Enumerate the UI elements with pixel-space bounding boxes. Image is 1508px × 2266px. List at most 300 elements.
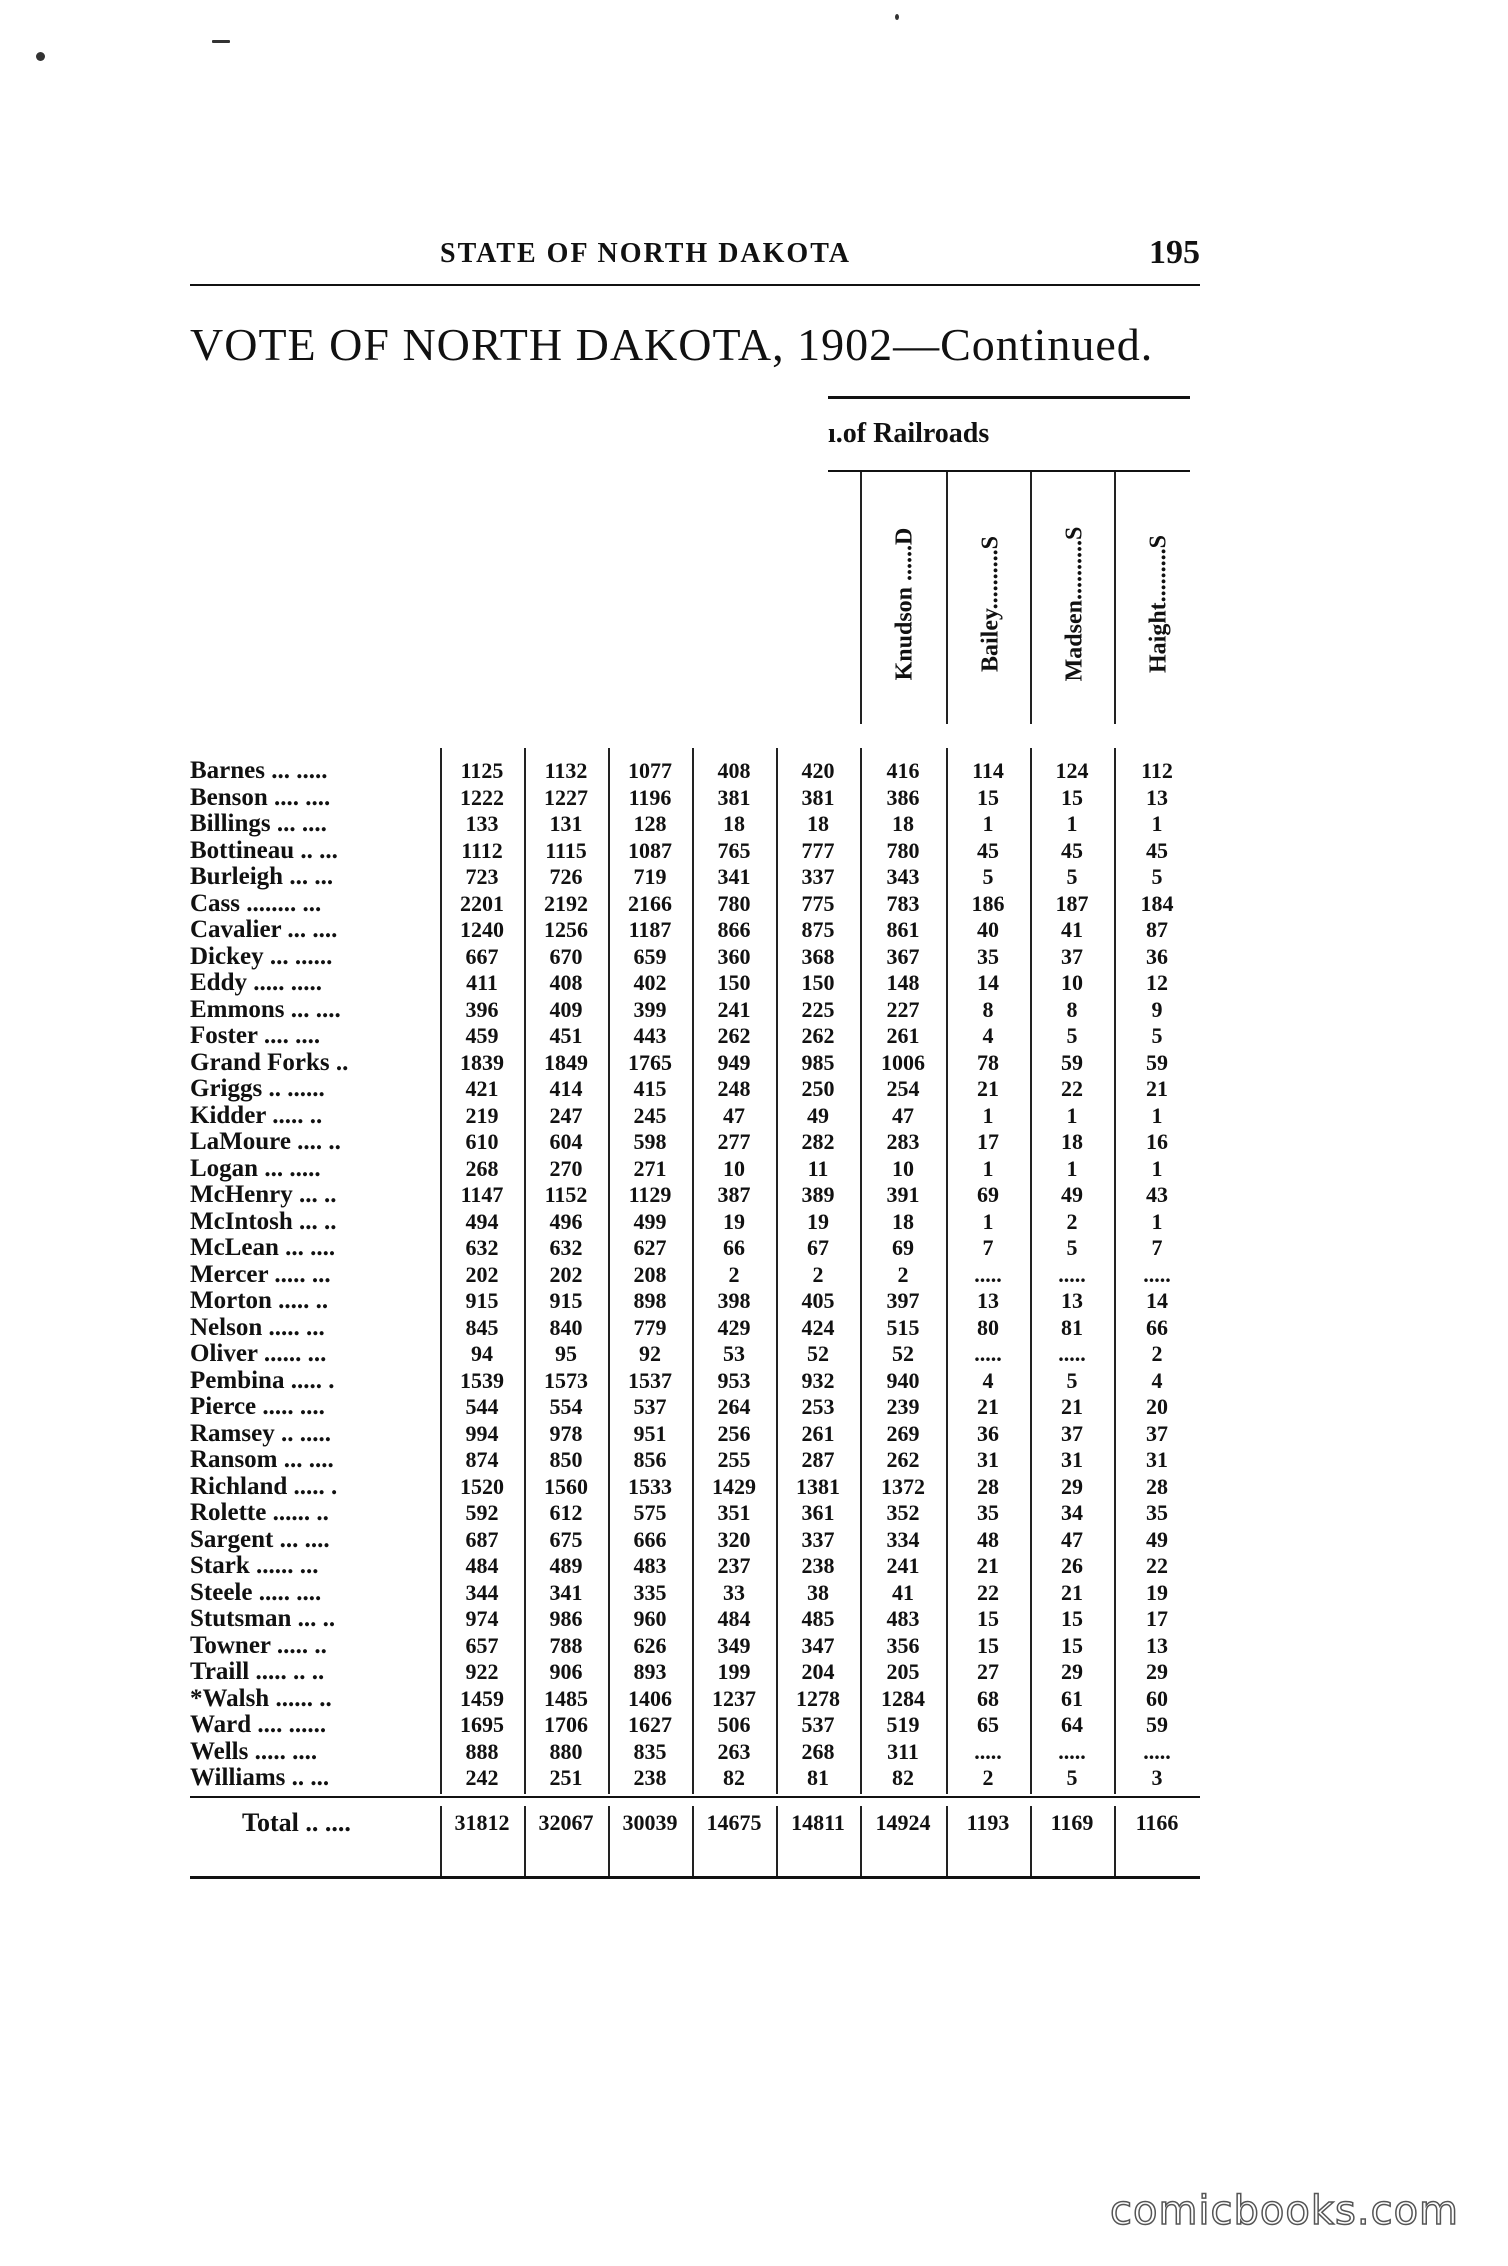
vote-cell: 850 xyxy=(549,1447,583,1472)
vote-cell: 1284 xyxy=(881,1685,925,1711)
vote-cell: 10 xyxy=(1061,970,1083,995)
vote-cell: 204 xyxy=(801,1659,835,1684)
running-head xyxy=(190,232,1200,276)
vote-cell: 7 xyxy=(982,1235,994,1260)
vote-cell: 22 xyxy=(977,1579,999,1605)
vote-cell: 2166 xyxy=(628,890,672,916)
vote-cell: 2192 xyxy=(544,890,588,916)
vote-cell: 1573 xyxy=(544,1367,588,1393)
vote-cell: 14 xyxy=(1146,1288,1168,1313)
vote-cell: 861 xyxy=(886,917,920,942)
vote-cell: 875 xyxy=(801,917,835,942)
vote-cell: 227 xyxy=(886,996,920,1022)
vote-cell: 133 xyxy=(465,811,499,836)
vote-cell: 124 xyxy=(1055,758,1089,783)
vote-cell: 82 xyxy=(892,1765,914,1790)
table-row xyxy=(190,838,1200,865)
vote-cell: 20 xyxy=(1146,1394,1168,1419)
vote-cell: 80 xyxy=(977,1314,999,1340)
vote-cell: 41 xyxy=(892,1579,914,1605)
column-header-knudson: Knudson ......D xyxy=(891,527,918,681)
vote-cell: 1 xyxy=(982,1208,994,1234)
vote-cell: 26 xyxy=(1061,1553,1083,1578)
vote-cell: 381 xyxy=(801,784,835,810)
county-name: Griggs .. ...... xyxy=(190,1075,325,1102)
vote-cell: 1 xyxy=(1151,1102,1163,1128)
vote-cell: 49 xyxy=(1146,1526,1168,1552)
vote-cell: 33 xyxy=(723,1579,745,1605)
vote-cell: 1381 xyxy=(796,1473,840,1499)
vote-cell: 18 xyxy=(723,811,745,836)
vote-cell: 777 xyxy=(801,837,835,863)
vote-cell: 1 xyxy=(1066,811,1078,836)
section-rule-bottom xyxy=(828,470,1190,472)
total-cell: 31812 xyxy=(454,1810,510,1835)
vote-cell: 779 xyxy=(633,1314,667,1340)
table-row xyxy=(190,1553,1200,1580)
vote-cell: 53 xyxy=(723,1341,745,1366)
vote-cell: ..... xyxy=(974,1738,1002,1764)
vote-cell: 2201 xyxy=(460,890,504,916)
table-row xyxy=(190,1182,1200,1209)
total-divider xyxy=(946,1806,948,1876)
vote-cell: 856 xyxy=(633,1447,667,1472)
vote-cell: ..... xyxy=(1143,1261,1171,1287)
vote-cell: 1533 xyxy=(628,1473,672,1499)
vote-cell: 1 xyxy=(1066,1155,1078,1181)
total-rule-bottom xyxy=(190,1876,1200,1879)
column-header-haight: Haight.........S xyxy=(1145,534,1172,674)
vote-cell: 421 xyxy=(465,1076,499,1101)
vote-cell: 483 xyxy=(886,1606,920,1631)
page-number: 195 xyxy=(1149,234,1200,271)
vote-cell: 1 xyxy=(982,1102,994,1128)
vote-cell: 845 xyxy=(465,1314,499,1340)
vote-cell: 237 xyxy=(717,1553,751,1578)
vote-cell: 986 xyxy=(549,1606,583,1631)
vote-cell: 337 xyxy=(801,864,835,889)
vote-cell: 52 xyxy=(892,1341,914,1366)
vote-cell: 15 xyxy=(1061,1606,1083,1631)
vote-cell: 45 xyxy=(977,837,999,863)
vote-cell: 277 xyxy=(717,1129,751,1154)
county-name: Ransom ... .... xyxy=(190,1446,334,1473)
table-row xyxy=(190,1076,1200,1103)
vote-cell: 344 xyxy=(465,1579,499,1605)
county-name: Williams .. ... xyxy=(190,1764,330,1791)
vote-cell: 66 xyxy=(723,1235,745,1260)
vote-cell: 36 xyxy=(977,1420,999,1446)
vote-cell: 202 xyxy=(465,1261,499,1287)
vote-cell: 484 xyxy=(465,1553,499,1578)
vote-cell: 592 xyxy=(465,1500,499,1525)
vote-cell: 537 xyxy=(801,1712,835,1737)
vote-cell: 368 xyxy=(801,943,835,969)
table-row xyxy=(190,1474,1200,1501)
vote-cell: 262 xyxy=(886,1447,920,1472)
total-divider xyxy=(1030,1806,1032,1876)
vote-cell: 386 xyxy=(886,784,920,810)
county-name: Sargent ... .... xyxy=(190,1525,330,1553)
vote-cell: 238 xyxy=(633,1765,667,1790)
vote-cell: 263 xyxy=(717,1738,751,1764)
vote-cell: 5 xyxy=(1066,1235,1078,1260)
total-divider xyxy=(692,1806,694,1876)
total-cell: 1169 xyxy=(1050,1810,1094,1835)
vote-cell: 414 xyxy=(549,1076,583,1101)
vote-cell: 250 xyxy=(801,1076,835,1101)
county-name: Eddy ..... ..... xyxy=(190,969,322,996)
vote-cell: 451 xyxy=(549,1023,583,1048)
vote-cell: 598 xyxy=(633,1129,667,1154)
vote-cell: 765 xyxy=(717,837,751,863)
vote-cell: 199 xyxy=(717,1659,751,1684)
total-cell: 14924 xyxy=(875,1810,931,1835)
county-name: Barnes ... ..... xyxy=(190,757,328,784)
table-row xyxy=(190,1129,1200,1156)
vote-cell: 1240 xyxy=(460,917,504,942)
vote-cell: 28 xyxy=(1146,1473,1168,1499)
county-name: Billings ... .... xyxy=(190,810,327,837)
vote-cell: 408 xyxy=(549,970,583,995)
vote-cell: 953 xyxy=(717,1367,751,1393)
vote-cell: 994 xyxy=(465,1420,499,1446)
vote-cell: 8 xyxy=(1066,996,1078,1022)
vote-cell: 9 xyxy=(1151,996,1163,1022)
vote-cell: 1222 xyxy=(460,784,504,810)
vote-cell: 52 xyxy=(807,1341,829,1366)
county-name: Wells ..... .... xyxy=(190,1737,318,1765)
county-name: Stutsman ... .. xyxy=(190,1605,336,1632)
vote-cell: 840 xyxy=(549,1314,583,1340)
vote-cell: 893 xyxy=(633,1659,667,1684)
table-row xyxy=(190,811,1200,838)
vote-cell: 268 xyxy=(801,1738,835,1764)
vote-cell: 610 xyxy=(465,1129,499,1154)
vote-cell: 667 xyxy=(465,943,499,969)
vote-cell: 16 xyxy=(1146,1129,1168,1154)
vote-cell: 391 xyxy=(886,1182,920,1207)
vote-cell: 1132 xyxy=(544,758,588,783)
county-name: Towner ..... .. xyxy=(190,1631,327,1659)
total-divider xyxy=(860,1806,862,1876)
header-divider xyxy=(1114,472,1116,724)
vote-cell: 12 xyxy=(1146,970,1168,995)
vote-cell: 19 xyxy=(723,1208,745,1234)
table-row xyxy=(190,1527,1200,1554)
vote-cell: 2 xyxy=(812,1261,824,1287)
vote-cell: 416 xyxy=(886,758,920,783)
vote-cell: 1152 xyxy=(544,1182,588,1207)
vote-cell: 334 xyxy=(886,1526,920,1552)
vote-cell: 43 xyxy=(1146,1182,1168,1207)
county-name: Grand Forks .. xyxy=(190,1048,349,1076)
running-title: STATE OF NORTH DAKOTA xyxy=(440,238,852,269)
county-name: Steele ..... .... xyxy=(190,1578,322,1606)
vote-cell: 21 xyxy=(1146,1076,1168,1101)
vote-cell: 38 xyxy=(807,1579,829,1605)
vote-table xyxy=(190,758,1200,1792)
vote-cell: 22 xyxy=(1146,1553,1168,1578)
county-name: Richland ..... . xyxy=(190,1472,338,1500)
vote-cell: 320 xyxy=(717,1526,751,1552)
county-name: Rolette ...... .. xyxy=(190,1499,329,1526)
header-rule xyxy=(190,284,1200,286)
table-row xyxy=(190,970,1200,997)
table-row xyxy=(190,1156,1200,1183)
total-rule-top xyxy=(190,1796,1200,1798)
vote-cell: 262 xyxy=(801,1023,835,1048)
table-row xyxy=(190,1103,1200,1130)
vote-cell: 48 xyxy=(977,1526,999,1552)
vote-cell: 18 xyxy=(892,1208,914,1234)
vote-cell: 409 xyxy=(549,996,583,1022)
total-divider xyxy=(440,1806,442,1876)
table-row xyxy=(190,1580,1200,1607)
vote-cell: 239 xyxy=(886,1394,920,1419)
table-row xyxy=(190,1659,1200,1686)
vote-cell: 2 xyxy=(1066,1208,1078,1234)
county-name: LaMoure .... .. xyxy=(190,1128,341,1155)
vote-cell: 496 xyxy=(549,1208,583,1234)
vote-cell: 1539 xyxy=(460,1367,504,1393)
table-row xyxy=(190,1765,1200,1792)
vote-cell: 5 xyxy=(1066,1367,1078,1393)
vote-cell: 92 xyxy=(639,1341,661,1366)
vote-cell: 4 xyxy=(982,1367,994,1393)
vote-cell: 49 xyxy=(807,1102,829,1128)
vote-cell: 726 xyxy=(549,864,583,889)
header-divider xyxy=(946,472,948,724)
vote-cell: 343 xyxy=(886,864,920,889)
vote-cell: 65 xyxy=(977,1712,999,1737)
vote-cell: 951 xyxy=(633,1420,667,1446)
table-row xyxy=(190,1368,1200,1395)
vote-cell: 985 xyxy=(801,1049,835,1075)
vote-cell: 254 xyxy=(886,1076,920,1101)
vote-cell: 1196 xyxy=(628,784,672,810)
vote-cell: 398 xyxy=(717,1288,751,1313)
vote-cell: 5 xyxy=(1151,864,1163,889)
vote-cell: 13 xyxy=(1146,784,1168,810)
vote-cell: 1115 xyxy=(545,837,587,863)
total-cell: 1193 xyxy=(966,1810,1010,1835)
vote-cell: 411 xyxy=(466,970,498,995)
vote-cell: 459 xyxy=(465,1023,499,1048)
vote-cell: 68 xyxy=(977,1685,999,1711)
total-cell: 14811 xyxy=(791,1810,845,1835)
vote-cell: 575 xyxy=(633,1500,667,1525)
table-row xyxy=(190,1633,1200,1660)
county-name: Benson .... .... xyxy=(190,783,331,811)
total-cell: 1166 xyxy=(1135,1810,1179,1835)
vote-cell: 483 xyxy=(633,1553,667,1578)
vote-cell: 187 xyxy=(1055,890,1089,916)
vote-cell: 5 xyxy=(1066,1765,1078,1790)
vote-cell: 11 xyxy=(807,1155,829,1181)
vote-cell: 1520 xyxy=(460,1473,504,1499)
vote-cell: 37 xyxy=(1146,1420,1168,1446)
vote-cell: 360 xyxy=(717,943,751,969)
vote-cell: 389 xyxy=(801,1182,835,1207)
county-name: Kidder ..... .. xyxy=(190,1101,323,1129)
vote-cell: 150 xyxy=(717,970,751,995)
vote-cell: 256 xyxy=(717,1420,751,1446)
table-row xyxy=(190,1712,1200,1739)
vote-cell: 915 xyxy=(549,1288,583,1313)
table-row xyxy=(190,917,1200,944)
vote-cell: 1112 xyxy=(461,837,503,863)
vote-cell: 898 xyxy=(633,1288,667,1313)
county-name: Traill ..... .. .. xyxy=(190,1658,325,1685)
vote-cell: ..... xyxy=(974,1341,1002,1366)
vote-cell: 282 xyxy=(801,1129,835,1154)
vote-cell: 208 xyxy=(633,1261,667,1287)
vote-cell: 35 xyxy=(977,1500,999,1525)
total-label: Total .. .... xyxy=(242,1808,351,1837)
vote-cell: 915 xyxy=(465,1288,499,1313)
vote-cell: 81 xyxy=(1061,1314,1083,1340)
vote-cell: 245 xyxy=(633,1102,667,1128)
vote-cell: 1 xyxy=(1066,1102,1078,1128)
table-row xyxy=(190,944,1200,971)
vote-cell: 381 xyxy=(717,784,751,810)
vote-cell: 21 xyxy=(977,1394,999,1419)
vote-cell: 4 xyxy=(982,1023,994,1048)
total-divider xyxy=(524,1806,526,1876)
table-row xyxy=(190,1315,1200,1342)
vote-cell: 632 xyxy=(465,1235,499,1260)
vote-cell: 485 xyxy=(801,1606,835,1631)
vote-cell: 64 xyxy=(1061,1712,1083,1737)
vote-cell: 13 xyxy=(977,1288,999,1313)
vote-cell: 5 xyxy=(1151,1023,1163,1048)
table-row xyxy=(190,1739,1200,1766)
vote-cell: 537 xyxy=(633,1394,667,1419)
vote-cell: 1627 xyxy=(628,1712,672,1737)
county-name: Bottineau .. ... xyxy=(190,836,338,864)
county-name: Oliver ...... ... xyxy=(190,1340,327,1367)
vote-cell: 219 xyxy=(465,1102,499,1128)
vote-cell: 356 xyxy=(886,1632,920,1658)
county-name: Morton ..... .. xyxy=(190,1287,329,1314)
county-name: Burleigh ... ... xyxy=(190,863,334,890)
vote-cell: 131 xyxy=(549,811,583,836)
section-rule-top xyxy=(828,396,1190,399)
vote-cell: 4 xyxy=(1151,1367,1163,1393)
county-name: Mercer ..... ... xyxy=(190,1260,331,1288)
vote-cell: 974 xyxy=(465,1606,499,1631)
vote-cell: 271 xyxy=(633,1155,667,1181)
print-speck xyxy=(895,14,899,20)
county-name: Pierce ..... .... xyxy=(190,1393,325,1420)
vote-cell: 341 xyxy=(549,1579,583,1605)
vote-cell: 659 xyxy=(633,943,667,969)
vote-cell: 399 xyxy=(633,996,667,1022)
vote-cell: 719 xyxy=(633,864,667,889)
table-row xyxy=(190,1288,1200,1315)
vote-cell: 19 xyxy=(1146,1579,1168,1605)
vote-cell: 128 xyxy=(633,811,667,836)
vote-cell: 2 xyxy=(728,1261,740,1287)
county-name: Logan ... ..... xyxy=(190,1154,321,1182)
vote-cell: 28 xyxy=(977,1473,999,1499)
vote-cell: 396 xyxy=(465,996,499,1022)
vote-cell: 3 xyxy=(1151,1765,1163,1790)
vote-cell: 60 xyxy=(1146,1685,1168,1711)
vote-cell: 484 xyxy=(717,1606,751,1631)
vote-cell: 114 xyxy=(972,758,1004,783)
header-divider xyxy=(1030,472,1032,724)
county-name: Pembina ..... . xyxy=(190,1366,335,1394)
vote-cell: 67 xyxy=(807,1235,829,1260)
vote-cell: 59 xyxy=(1146,1049,1168,1075)
column-header-bailey: Bailey..........S xyxy=(977,535,1004,673)
vote-cell: 10 xyxy=(723,1155,745,1181)
vote-cell: 15 xyxy=(977,784,999,810)
vote-cell: 670 xyxy=(549,943,583,969)
vote-cell: 10 xyxy=(892,1155,914,1181)
vote-cell: 337 xyxy=(801,1526,835,1552)
vote-cell: 544 xyxy=(465,1394,499,1419)
vote-cell: 604 xyxy=(549,1129,583,1154)
vote-cell: 775 xyxy=(801,890,835,916)
vote-cell: 269 xyxy=(886,1420,920,1446)
vote-cell: 1695 xyxy=(460,1712,504,1737)
vote-cell: 31 xyxy=(1146,1447,1168,1472)
table-row xyxy=(190,1500,1200,1527)
vote-cell: 69 xyxy=(892,1235,914,1260)
vote-cell: ..... xyxy=(1058,1738,1086,1764)
vote-cell: 1129 xyxy=(628,1182,672,1207)
watermark: comicbooks.com xyxy=(1110,2188,1460,2234)
vote-cell: 59 xyxy=(1061,1049,1083,1075)
total-divider xyxy=(608,1806,610,1876)
vote-cell: 424 xyxy=(801,1314,835,1340)
vote-cell: 247 xyxy=(549,1102,583,1128)
vote-cell: 489 xyxy=(549,1553,583,1578)
vote-cell: 241 xyxy=(717,996,751,1022)
vote-cell: 18 xyxy=(807,811,829,836)
vote-cell: 1459 xyxy=(460,1685,504,1711)
vote-cell: 347 xyxy=(801,1632,835,1658)
vote-cell: 270 xyxy=(549,1155,583,1181)
vote-cell: 21 xyxy=(1061,1394,1083,1419)
vote-cell: 34 xyxy=(1061,1500,1083,1525)
vote-cell: 49 xyxy=(1061,1182,1083,1207)
section-label: ı.of Railroads xyxy=(828,418,990,449)
vote-cell: 367 xyxy=(886,943,920,969)
vote-cell: 18 xyxy=(892,811,914,836)
vote-cell: 69 xyxy=(977,1182,999,1207)
vote-cell: 21 xyxy=(977,1553,999,1578)
vote-cell: 261 xyxy=(886,1023,920,1048)
vote-cell: 612 xyxy=(549,1500,583,1525)
vote-cell: 405 xyxy=(801,1288,835,1313)
vote-cell: 554 xyxy=(549,1394,583,1419)
table-row xyxy=(190,1341,1200,1368)
vote-cell: 184 xyxy=(1140,890,1174,916)
vote-cell: 37 xyxy=(1061,943,1083,969)
vote-cell: 31 xyxy=(977,1447,999,1472)
vote-cell: 17 xyxy=(1146,1606,1168,1631)
total-divider xyxy=(776,1806,778,1876)
county-name: Ward .... ...... xyxy=(190,1711,327,1738)
vote-cell: 506 xyxy=(717,1712,751,1737)
vote-cell: 978 xyxy=(549,1420,583,1446)
vote-cell: 242 xyxy=(465,1765,499,1790)
vote-cell: 81 xyxy=(807,1765,829,1790)
